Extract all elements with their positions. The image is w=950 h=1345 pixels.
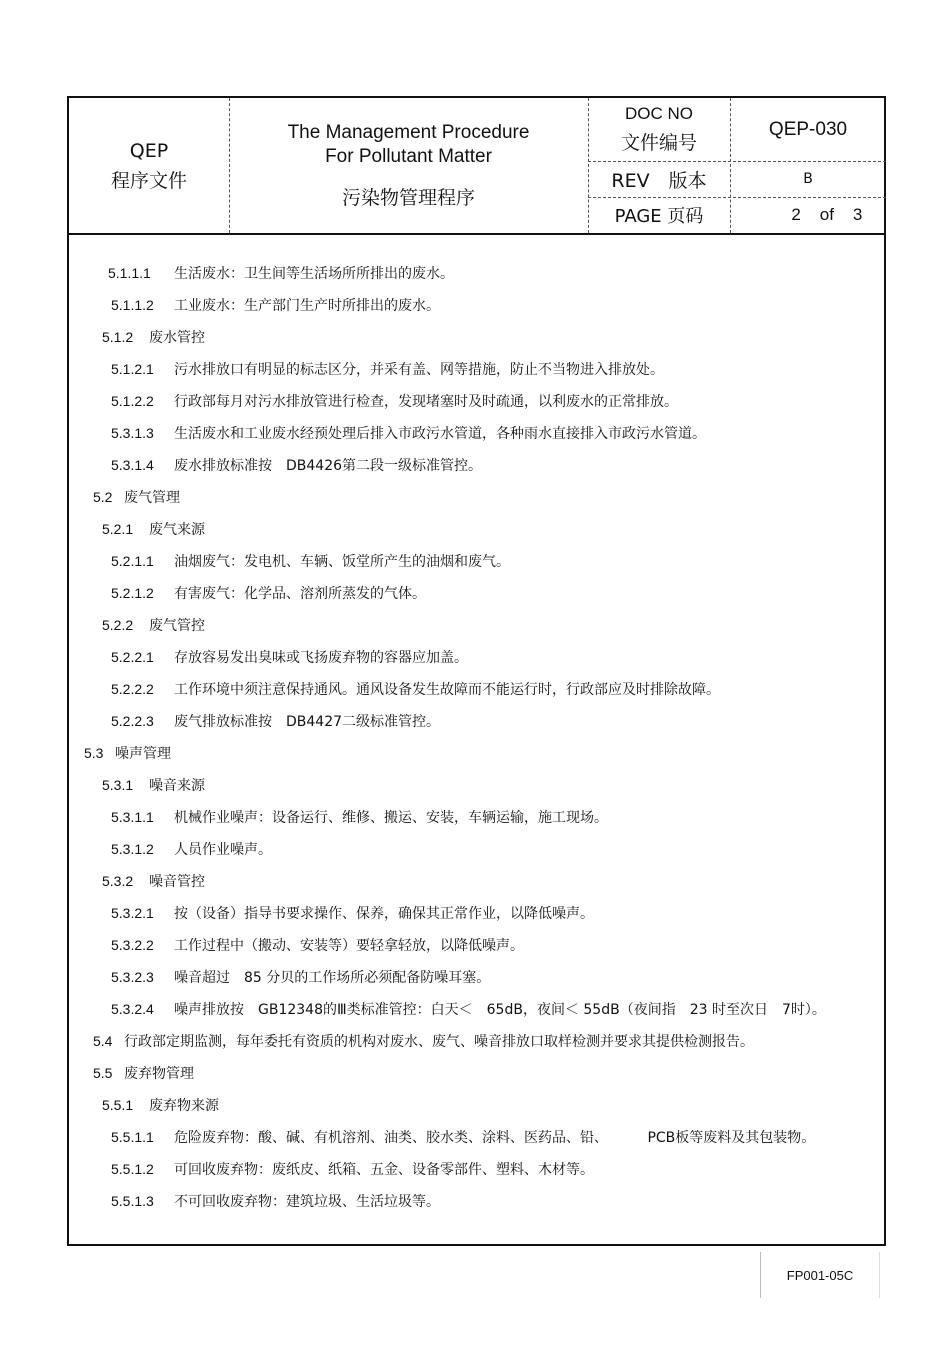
list-item: 5.2.1.1 油烟废气：发电机、车辆、饭堂所产生的油烟和废气。 [111, 553, 510, 570]
rev-label-cell [588, 161, 730, 197]
list-item: 5.3.2.2 工作过程中（搬动、安装等）要轻拿轻放，以降低噪声。 [111, 937, 524, 954]
list-item: 5.3.2.1 按（设备）指导书要求操作、保养，确保其正常作业，以降低噪声。 [111, 905, 594, 922]
list-item: 5.3.1.1 机械作业噪声：设备运行、维修、搬运、安装，车辆运输，施工现场。 [111, 809, 608, 826]
list-item: 5.4 行政部定期监测，每年委托有资质的机构对废水、废气、噪音排放口取样检测并要求其提供检测报告。 [93, 1033, 754, 1050]
list-item: 5.3.1.2 人员作业噪声。 [111, 841, 272, 858]
header-divider [588, 98, 589, 233]
header-divider [730, 98, 731, 233]
list-item: 5.5 废弃物管理 [93, 1065, 194, 1082]
document-header [69, 98, 884, 235]
page-label: PAGE 页码 [614, 206, 704, 227]
list-item: 5.2.2.3 废气排放标准按 DB4427二级标准管控。 [111, 713, 441, 730]
title-cell [229, 98, 588, 233]
document-frame [67, 96, 886, 1246]
page-current: 2 [791, 205, 801, 224]
header-divider [588, 161, 886, 162]
list-item: 5.1.1.1 生活废水：卫生间等生活场所所排出的废水。 [108, 265, 454, 282]
page-label-cell [588, 197, 730, 233]
doc-no-label-cn: 文件编号 [620, 132, 697, 154]
list-item: 5.3 噪声管理 [84, 745, 171, 762]
list-item: 5.5.1.3 不可回收废弃物：建筑垃圾、生活垃圾等。 [111, 1193, 440, 1210]
rev-label: REV 版本 [611, 169, 707, 192]
doc-no-label-en: DOC NO [625, 104, 693, 123]
doc-no-value-cell [730, 98, 886, 161]
list-item: 5.3.2.4 噪声排放按 GB12348的Ⅲ类标准管控：白天＜ 65dB，夜间＜ 55dB（夜间指 23 时至次日 7时）。 [111, 1001, 826, 1018]
list-item: 5.3.1.4 废水排放标准按 DB4426第二段一级标准管控。 [111, 457, 483, 474]
form-code: FP001-05C [786, 1267, 854, 1283]
page-of: of [819, 205, 834, 224]
doc-type-label: 程序文件 [110, 169, 187, 192]
list-item: 5.5.1 废弃物来源 [102, 1097, 219, 1114]
list-item: 5.1.1.2 工业废水：生产部门生产时所排出的废水。 [111, 297, 440, 314]
header-divider [229, 98, 230, 233]
qep-label: QEP [129, 139, 169, 162]
rev-value: B [803, 171, 813, 187]
list-item: 5.3.1 噪音来源 [102, 777, 205, 794]
list-item: 5.1.2 废水管控 [102, 329, 205, 346]
page-total: 3 [852, 205, 863, 224]
page-value-cell [730, 197, 886, 233]
title-en-line1: The Management Procedure [287, 122, 530, 143]
header-divider [588, 197, 886, 198]
list-item: 5.2.1.2 有害废气：化学品、溶剂所蒸发的气体。 [111, 585, 426, 602]
list-item: 5.3.1.3 生活废水和工业废水经预处理后排入市政污水管道，各种雨水直接排入市政污水管道。 [111, 425, 706, 442]
list-item: 5.2.1 废气来源 [102, 521, 205, 538]
list-item: 5.1.2.1 污水排放口有明显的标志区分，并采有盖、网等措施，防止不当物进入排放处。 [111, 361, 664, 378]
form-code-box [760, 1252, 880, 1298]
title-en-line2: For Pollutant Matter [325, 146, 492, 167]
list-item: 5.1.2.2 行政部每月对污水排放管进行检查，发现堵塞时及时疏通，以利废水的正常排放。 [111, 393, 678, 410]
list-item: 5.2 废气管理 [93, 489, 180, 506]
list-item: 5.2.2.1 存放容易发出臭味或飞扬废弃物的容器应加盖。 [111, 649, 468, 666]
list-item: 5.3.2.3 噪音超过 85 分贝的工作场所必须配备防噪耳塞。 [111, 969, 491, 986]
doc-no-value: QEP-030 [768, 118, 848, 140]
list-item: 5.2.2.2 工作环境中须注意保持通风。通风设备发生故障而不能运行时，行政部应及时排除故障。 [111, 681, 720, 698]
list-item: 5.5.1.2 可回收废弃物：废纸皮、纸箱、五金、设备零部件、塑料、木材等。 [111, 1161, 594, 1178]
doc-type-cell [69, 98, 229, 233]
list-item: 5.5.1.1 危险废弃物：酸、碱、有机溶剂、油类、胶水类、涂料、医药品、铅、 PCB板等废料及其包装物。 [111, 1129, 816, 1146]
list-item: 5.3.2 噪音管控 [102, 873, 205, 890]
doc-no-label-cell [588, 98, 730, 161]
title-cn: 污染物管理程序 [341, 187, 475, 209]
list-item: 5.2.2 废气管控 [102, 617, 205, 634]
